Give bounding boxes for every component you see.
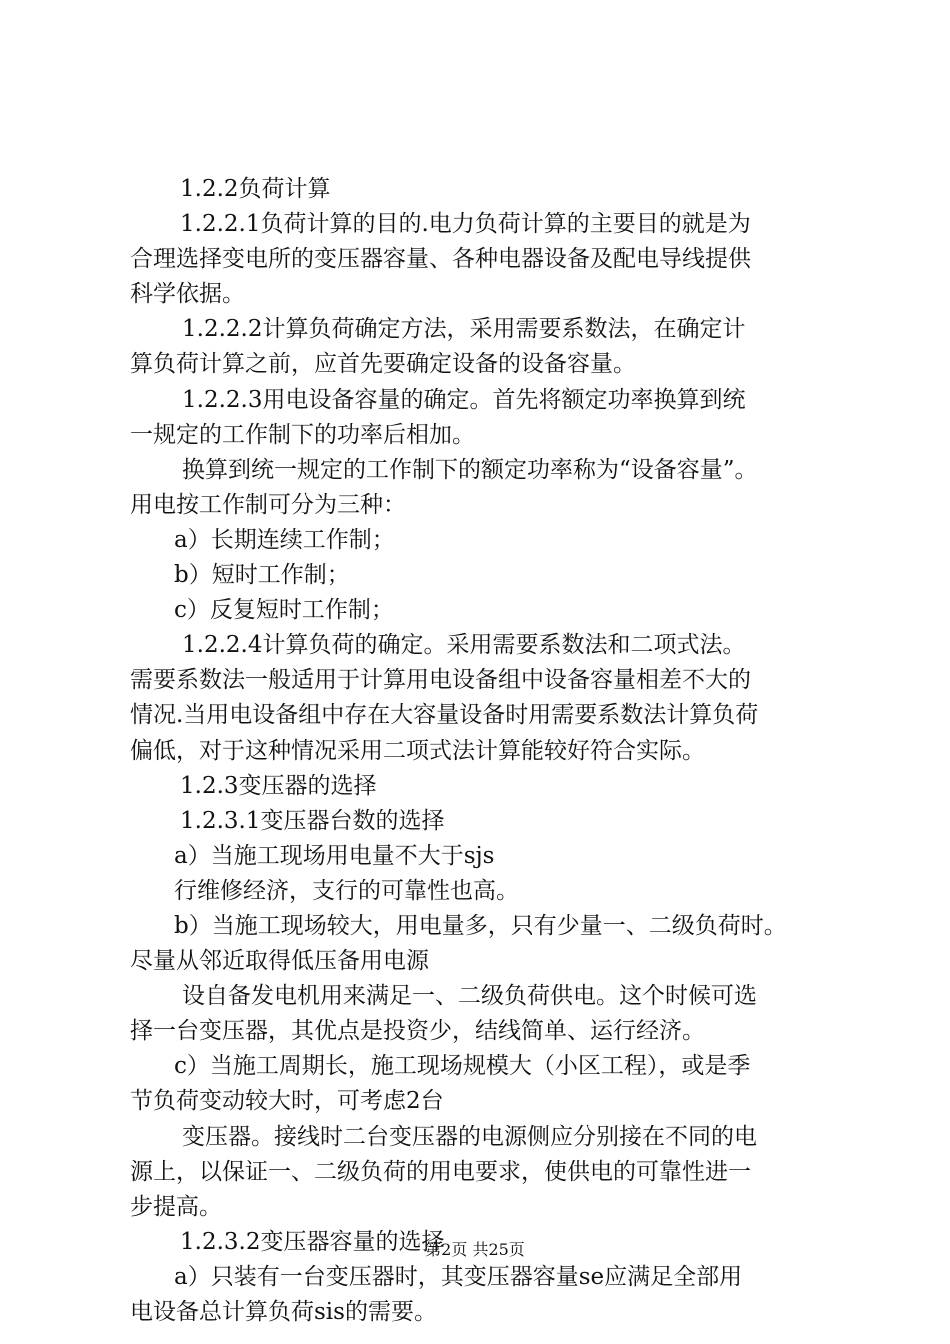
text-line: 科学依据。: [130, 281, 245, 308]
text-line: 源上，以保证一、二级负荷的用电要求，使供电的可靠性进一: [130, 1158, 751, 1185]
page-footer: 第2页 共25页: [425, 1240, 525, 1259]
text-line: 步提高。: [130, 1193, 222, 1220]
text-line: 1.2.3.1变压器台数的选择: [180, 807, 445, 834]
text-line: a）当施工现场用电量不大于sjs: [174, 842, 495, 869]
text-line: 行维修经济，支行的可靠性也高。: [174, 877, 519, 904]
text-line: b）短时工作制；: [174, 562, 350, 589]
text-line: 设自备发电机用来满足一、二级负荷供电。这个时候可选: [182, 983, 757, 1010]
text-line: b）当施工现场较大，用电量多，只有少量一、二级负荷时。: [174, 912, 787, 939]
text-line: 1.2.3.2变压器容量的选择: [180, 1228, 445, 1255]
text-line: 一规定的工作制下的功率后相加。: [130, 421, 475, 448]
text-line: 算负荷计算之前，应首先要确定设备的设备容量。: [130, 351, 636, 378]
text-line: 1.2.3变压器的选择: [180, 772, 377, 799]
text-line: 需要系数法一般适用于计算用电设备组中设备容量相差不大的: [130, 667, 751, 694]
text-line: 偏低，对于这种情况采用二项式法计算能较好符合实际。: [130, 737, 705, 764]
text-line: 电设备总计算负荷sis的需要。: [130, 1299, 437, 1325]
text-line: 1.2.2.4计算负荷的确定。采用需要系数法和二项式法。: [182, 632, 746, 659]
text-line: a）只装有一台变压器时，其变压器容量se应满足全部用: [174, 1263, 743, 1290]
text-line: 合理选择变电所的变压器容量、各种电器设备及配电导线提供: [130, 246, 751, 273]
text-line: 1.2.2.3用电设备容量的确定。首先将额定功率换算到统: [182, 386, 746, 413]
document-body: [130, 172, 835, 1330]
text-line: 节负荷变动较大时，可考虑2台: [130, 1088, 444, 1115]
text-line: c）当施工周期长，施工现场规模大（小区工程），或是季: [174, 1053, 751, 1080]
text-line: a）长期连续工作制；: [174, 526, 395, 553]
text-line: 变压器。接线时二台变压器的电源侧应分别接在不同的电: [182, 1123, 757, 1150]
text-line: 1.2.2负荷计算: [180, 176, 331, 202]
text-line: 尽量从邻近取得低压备用电源: [130, 948, 429, 975]
text-line: 1.2.2.1负荷计算的目的.电力负荷计算的主要目的就是为: [180, 211, 751, 238]
text-line: 用电按工作制可分为三种：: [130, 491, 406, 518]
text-line: 换算到统一规定的工作制下的额定功率称为“设备容量”。: [182, 456, 758, 483]
text-line: 情况.当用电设备组中存在大容量设备时用需要系数法计算负荷: [130, 702, 759, 729]
text-line: 1.2.2.2计算负荷确定方法，采用需要系数法，在确定计: [182, 316, 746, 343]
text-line: 择一台变压器，其优点是投资少，结线简单、运行经济。: [130, 1018, 705, 1045]
text-line: c）反复短时工作制；: [174, 597, 394, 624]
